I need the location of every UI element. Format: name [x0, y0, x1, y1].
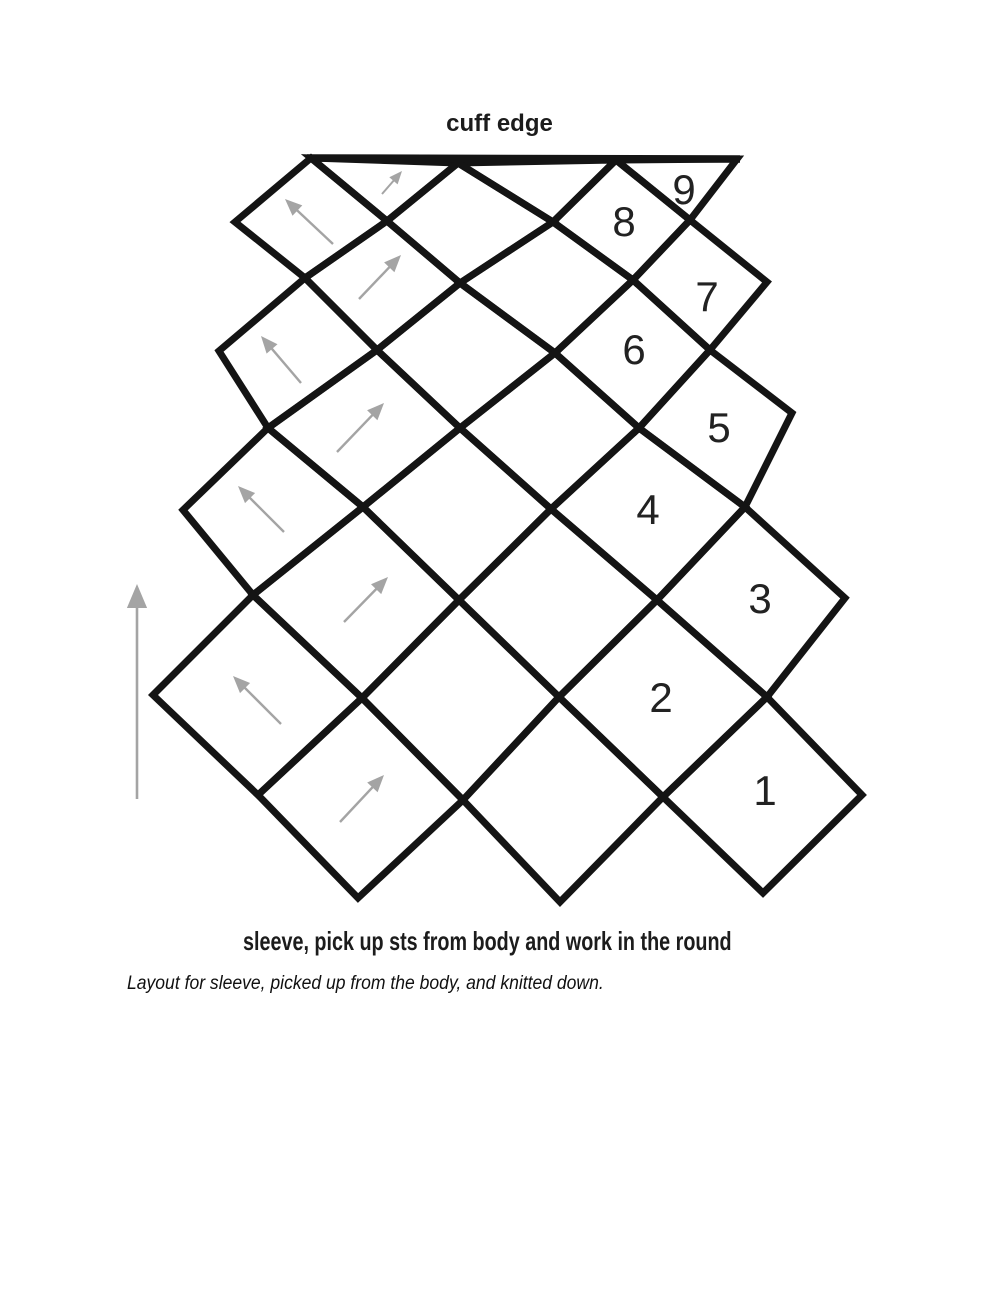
up-left-arrow-shaft [294, 207, 333, 244]
tier-number-2: 2 [649, 674, 673, 722]
tier-number-7: 7 [695, 273, 719, 321]
up-right-arrow-shaft [344, 586, 380, 622]
tier-number-5: 5 [707, 404, 731, 452]
diamond [363, 428, 551, 600]
vertical-up-arrow-head [127, 584, 147, 608]
cuff-edge-line [307, 158, 740, 159]
tier-number-9: 9 [672, 166, 696, 214]
arrow-diamond [268, 350, 460, 507]
up-right-arrow-shaft [359, 264, 393, 299]
figure-caption: Layout for sleeve, picked up from the body, and knitted down. [127, 972, 604, 994]
tier-number-6: 6 [622, 326, 646, 374]
up-left-arrow-shaft [246, 494, 284, 532]
up-right-arrow-shaft [340, 784, 376, 822]
tier-number-8: 8 [612, 198, 636, 246]
tier-number-4: 4 [636, 486, 660, 534]
diamond [459, 509, 657, 697]
up-left-arrow-shaft [241, 684, 281, 724]
diamond [377, 283, 555, 428]
diamond [387, 163, 553, 283]
cuff-edge-label: cuff edge [446, 110, 553, 137]
diamond [463, 697, 663, 902]
diamond [460, 222, 633, 353]
diamond [460, 353, 639, 509]
arrow-diamond [258, 698, 463, 898]
up-left-arrow-shaft [269, 345, 301, 383]
tier-number-1: 1 [753, 767, 777, 815]
tier-number-3: 3 [748, 575, 772, 623]
up-right-arrow-shaft [337, 412, 376, 452]
arrow-diamond [183, 428, 363, 595]
arrow-diamond [253, 507, 459, 698]
diamond [362, 600, 559, 800]
arrow-diamond [235, 158, 387, 278]
sleeve-caption: sleeve, pick up sts from body and work in the round [243, 926, 732, 956]
arrow-diamond [153, 595, 362, 795]
cuff-triangle-1 [311, 158, 458, 221]
